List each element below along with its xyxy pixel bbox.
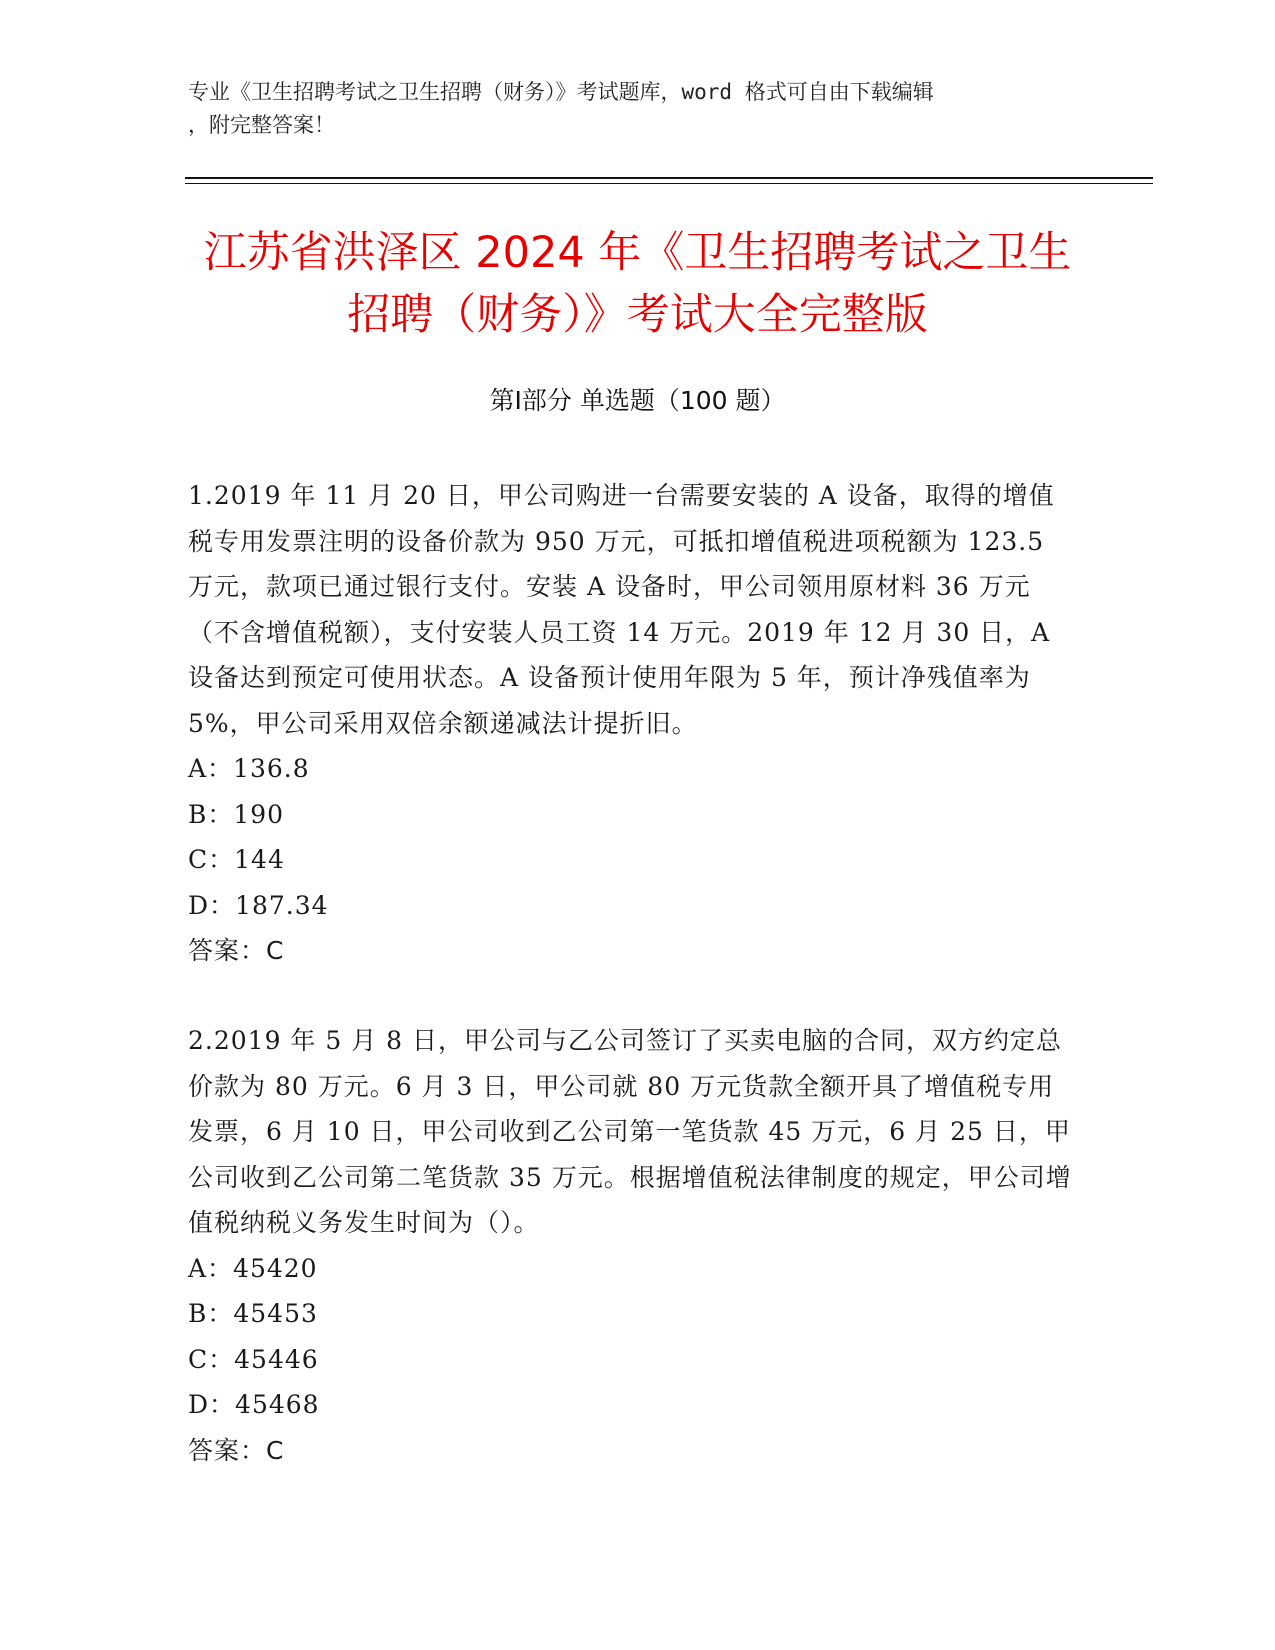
option-b: B：190 (188, 799, 285, 829)
option-d: D：45468 (188, 1390, 320, 1419)
option-b: B：45453 (188, 1299, 318, 1328)
header-note-line-1: 专业《卫生招聘考试之卫生招聘（财务）》考试题库，word 格式可自由下载编辑 (188, 80, 934, 104)
document-title-line-1: 江苏省洪泽区 2024 年《卫生招聘考试之卫生 (203, 228, 1072, 278)
option-c: C：144 (188, 845, 285, 874)
option-d: D：187.34 (188, 890, 329, 920)
document-title (150, 222, 1125, 346)
header-divider-thick (185, 177, 1153, 179)
question-1 (188, 473, 1078, 974)
answer: 答案：C (188, 936, 285, 965)
header-note-line-2: ，附完整答案！ (188, 113, 335, 137)
header-divider-thin (185, 183, 1153, 184)
answer: 答案：C (188, 1435, 285, 1465)
option-a: A：136.8 (188, 754, 310, 783)
question-stem: 1.2019 年 11 月 20 日，甲公司购进一台需要安装的 A 设备，取得的增值税专用发票注明的设备价款为 950 万元，可抵扣增值税进项税额为 123.5 万元，款项已通过银行支付。安装 A 设备时，甲公司领用原材料 36 万元（不含增值税额），支付安装人员工资 14 万元。2019 年 12 月 30 日，A 设备达到预定可使用状态。A 设备预计使用年限为 5 年，预计净残值率为 5%，甲公司采用双倍余额递减法计提折旧。 (188, 481, 1055, 738)
question-2 (188, 1018, 1078, 1473)
section-title: 第Ⅰ部分 单选题（100 题） (489, 386, 786, 415)
option-a: A：45420 (188, 1253, 318, 1283)
option-c: C：45446 (188, 1344, 319, 1374)
document-title-line-2: 招聘（财务）》考试大全完整版 (347, 290, 928, 340)
question-stem: 2.2019 年 5 月 8 日，甲公司与乙公司签订了买卖电脑的合同，双方约定总价款为 80 万元。6 月 3 日，甲公司就 80 万元货款全额开具了增值税专用发票，6 月 10 日，甲公司收到乙公司第一笔货款 45 万元，6 月 25 日，甲公司收到乙公司第二笔货款 35 万元。根据增值税法律制度的规定，甲公司增值税纳税义务发生时间为（）。 (188, 1026, 1072, 1237)
header-note (188, 76, 1068, 142)
